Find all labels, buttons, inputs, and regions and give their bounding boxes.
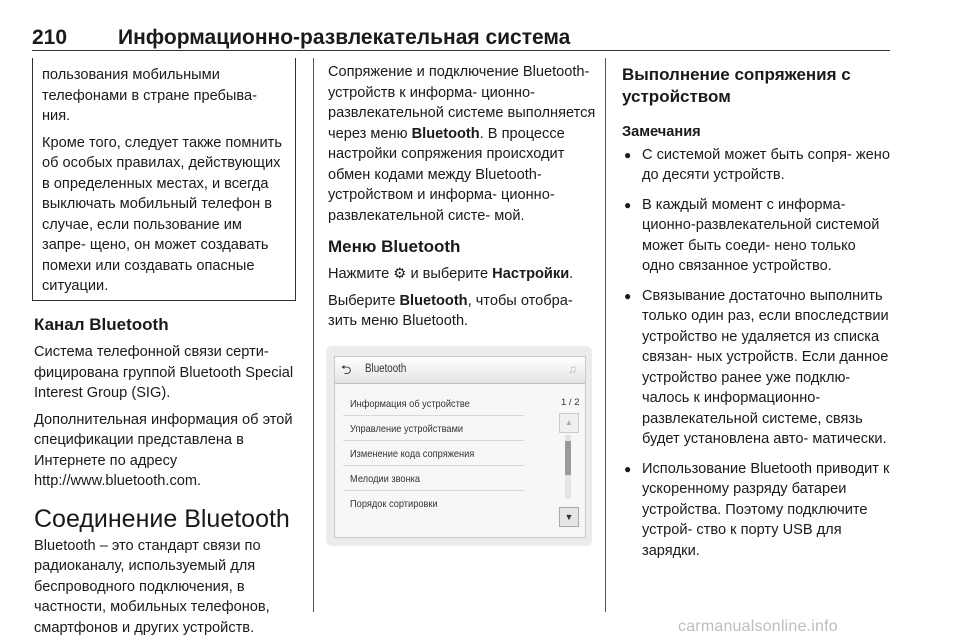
page-title: Информационно-развлекательная система xyxy=(118,26,571,49)
note-paragraph-1: пользования мобильными телефонами в стране пребыва- ния. xyxy=(42,67,257,124)
heading-bluetooth-menu: Меню Bluetooth xyxy=(328,237,461,256)
paragraph-bluetooth-definition: Bluetooth – это стандарт связи по радиоканалу, используемый для беспроводного подключения, в частности, мобильных телефонов, смартфонов и других устройств. xyxy=(34,537,270,636)
page-number: 210 xyxy=(32,26,68,49)
column-2 xyxy=(328,62,596,338)
notes-label: Замечания xyxy=(622,124,701,140)
screen-panel xyxy=(334,356,586,538)
list-item: ● В каждый момент с информа- ционно-развлекательной системой может быть соеди- нено только одно связанное устройство. xyxy=(622,195,892,277)
header-rule xyxy=(32,50,890,51)
menu-item-ringtones[interactable]: Мелодии звонка xyxy=(343,466,524,491)
column-3 xyxy=(622,64,892,570)
list-item: ● Связывание достаточно выполнить только один раз, если впоследствии устройство не удаляется из списка связан- ных устройств. Если данное устройство ранее уже подклю- чалось к информационно- развлекательной системе, связь будет установлена авто- матически. xyxy=(622,286,892,450)
section-heading-bluetooth-channel: Канал Bluetooth xyxy=(34,315,169,334)
menu-item-device-info[interactable]: Информация об устройстве xyxy=(343,391,524,416)
instruction-select-bluetooth: Выберите Bluetooth, чтобы отобра- зить меню Bluetooth. xyxy=(328,292,573,329)
heading-bluetooth-connection: Соединение Bluetooth xyxy=(34,504,290,533)
note-paragraph-2: Кроме того, следует также помнить об особых правилах, действующих в определенных местах, и всегда выключать мобильный телефон в случае, если пользование им запре- щено, он может создавать помехи или создавать опасные ситуации. xyxy=(42,134,282,294)
menu-item-change-pin[interactable]: Изменение кода сопряжения xyxy=(343,441,524,466)
paragraph-certification: Система телефонной связи серти- фицирована группой Bluetooth Special Interest Group (SIG). xyxy=(34,344,294,401)
screen-title-bar xyxy=(335,357,585,384)
list-item: ● С системой может быть сопря- жено до десяти устройств. xyxy=(622,145,892,186)
back-arrow-icon[interactable]: ⮌ xyxy=(341,362,352,377)
list-item: ● Использование Bluetooth приводит к ускоренному разряду батареи устройства. Поэтому подключите устрой- ство к порту USB для зарядки. xyxy=(622,459,892,562)
column-1 xyxy=(34,314,300,644)
notes-list xyxy=(622,145,892,562)
scrollbar-thumb[interactable] xyxy=(565,441,571,475)
favorite-icon: ♫ xyxy=(568,362,577,376)
settings-gear-icon: ⚙ xyxy=(393,266,407,282)
menu-item-sort-order[interactable]: Порядок сортировки xyxy=(350,498,438,510)
paragraph-pairing: Сопряжение и подключение Bluetooth-устройств к информа- ционно-развлекательной системе выполняется через меню Bluetooth. В процессе настройки сопряжения происходит обмен кодами между Bluetooth-устройством и информа- ционно-развлекательной систе- мой. xyxy=(328,64,596,224)
heading-device-pairing: Выполнение сопряжения с устройством xyxy=(622,65,851,106)
menu-list xyxy=(343,391,549,515)
paragraph-more-info: Дополнительная информация об этой спецификации представлена в Интернете по адресу xyxy=(34,411,293,469)
instruction-press-settings: Нажмите ⚙ и выберите Настройки. xyxy=(328,266,574,282)
page-header xyxy=(32,20,890,50)
watermark: carmanualsonline.info xyxy=(678,618,838,635)
screen-title: Bluetooth xyxy=(365,363,407,375)
bluetooth-menu-screenshot xyxy=(326,346,592,546)
column-divider-1 xyxy=(313,58,314,612)
bluetooth-url: http://www.bluetooth.com. xyxy=(34,473,202,489)
scroll-down-button[interactable]: ▼ xyxy=(559,507,579,527)
page-indicator: 1 / 2 xyxy=(561,397,580,408)
warning-note-box xyxy=(32,58,296,301)
scroll-up-button[interactable]: ▲ xyxy=(559,413,579,433)
menu-item-manage-devices[interactable]: Управление устройствами xyxy=(343,416,524,441)
column-divider-2 xyxy=(605,58,606,612)
